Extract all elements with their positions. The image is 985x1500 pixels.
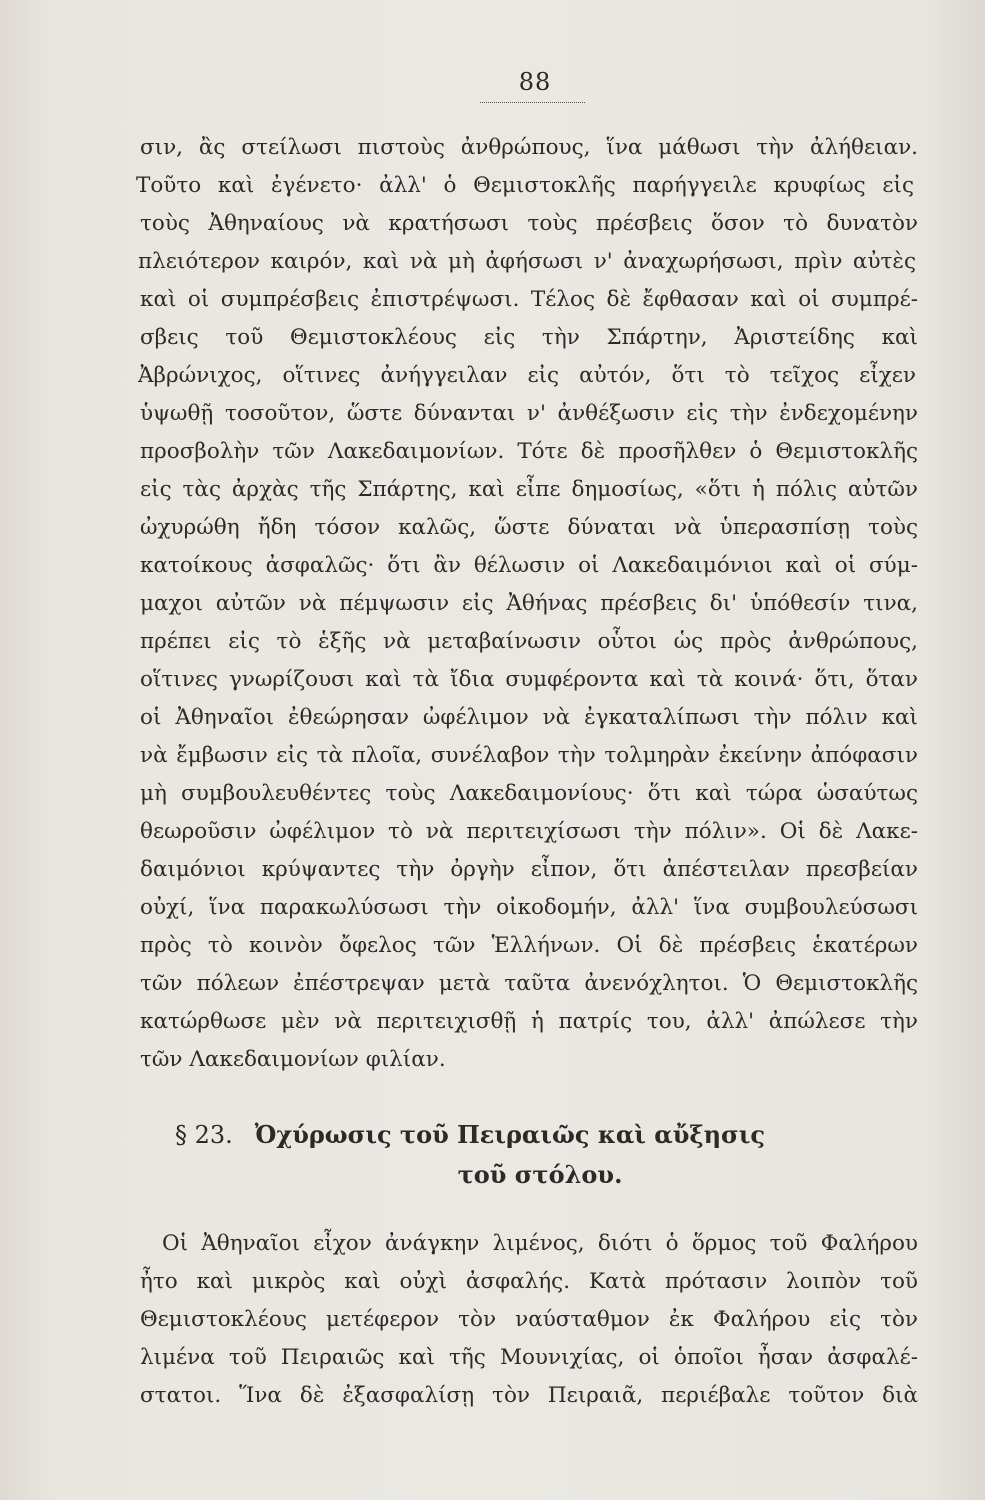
text-line: δαιμόνιοι κρύψαντες τὴν ὀργὴν εἶπον, ὅτι ἀπέστειλαν πρεσβείαν [140,857,918,882]
text-line: πρὸς τὸ κοινὸν ὄφελος τῶν Ἑλλήνων. Οἱ δὲ πρέσβεις ἑκατέρων [140,933,918,958]
text-line: καὶ οἱ συμπρέσβεις ἐπιστρέψωσι. Τέλος δὲ ἔφθασαν καὶ οἱ συμπρέ- [140,287,918,312]
section-number: § 23. [175,1121,233,1149]
text-line: Οἱ Ἀθηναῖοι εἶχον ἀνάγκην λιμένος, διότι ὁ ὅρμος τοῦ Φαλήρου [162,1231,918,1256]
section-heading-line-1 [175,1115,895,1155]
text-line: στατοι. Ἵνα δὲ ἐξασφαλίσῃ τὸν Πειραιᾶ, περιέβαλε τοῦτον διὰ [140,1383,918,1408]
section-heading [175,1115,895,1195]
text-line: σβεις τοῦ Θεμιστοκλέους εἰς τὴν Σπάρτην, Ἀριστείδης καὶ [140,325,918,350]
text-line: τῶν Λακεδαιμονίων φιλίαν. [140,1047,446,1072]
text-line: σιν, ἂς στείλωσι πιστοὺς ἀνθρώπους, ἵνα μάθωσι τὴν ἀλήθειαν. [140,135,918,160]
page-number-rule [480,102,585,103]
text-line: οὐχί, ἵνα παρακωλύσωσι τὴν οἰκοδομήν, ἀλλ' ἵνα συμβουλεύσωσι [140,895,918,920]
text-line: κατοίκους ἀσφαλῶς· ὅτι ἂν θέλωσιν οἱ Λακεδαιμόνιοι καὶ οἱ σύμ- [140,553,918,578]
text-line: θεωροῦσιν ὠφέλιμον τὸ νὰ περιτειχίσωσι τὴν πόλιν». Οἱ δὲ Λακε- [140,819,918,844]
text-line: Ἀβρώνιχος, οἵτινες ἀνήγγειλαν εἰς αὐτόν, ὅτι τὸ τεῖχος εἶχεν [138,363,916,388]
text-line: οἱ Ἀθηναῖοι ἐθεώρησαν ὠφέλιμον νὰ ἐγκαταλίπωσι τὴν πόλιν καὶ [140,705,918,730]
text-line: Θεμιστοκλέους μετέφερον τὸν ναύσταθμον ἐκ Φαλήρου εἰς τὸν [140,1307,918,1332]
text-line: εἰς τὰς ἀρχὰς τῆς Σπάρτης, καὶ εἶπε δημοσίως, «ὅτι ἡ πόλις αὐτῶν [140,477,918,502]
text-line: ὠχυρώθη ἤδη τόσον καλῶς, ὥστε δύναται νὰ ὑπερασπίσῃ τοὺς [140,515,918,540]
text-line: λιμένα τοῦ Πειραιῶς καὶ τῆς Μουνιχίας, οἱ ὁποῖοι ἦσαν ἀσφαλέ- [140,1345,918,1370]
text-line: ἦτο καὶ μικρὸς καὶ οὐχὶ ἀσφαλής. Κατὰ πρότασιν λοιπὸν τοῦ [140,1269,918,1294]
text-line: μαχοι αὐτῶν νὰ πέμψωσιν εἰς Ἀθήνας πρέσβεις δι' ὑπόθεσίν τινα, [140,591,918,616]
text-line: οἵτινες γνωρίζουσι καὶ τὰ ἴδια συμφέροντα καὶ τὰ κοινά· ὅτι, ὅταν [140,667,918,692]
section-title-line-2: τοῦ στόλου. [457,1160,623,1189]
text-line: ὑψωθῇ τοσοῦτον, ὥστε δύνανται ν' ἀνθέξωσιν εἰς τὴν ἐνδεχομένην [140,401,918,426]
text-line: πρέπει εἰς τὸ ἑξῆς νὰ μεταβαίνωσιν οὗτοι ὡς πρὸς ἀνθρώπους, [140,629,918,654]
text-line: κατώρθωσε μὲν νὰ περιτειχισθῇ ἡ πατρίς του, ἀλλ' ἀπώλεσε τὴν [140,1009,918,1034]
text-line: τῶν πόλεων ἐπέστρεψαν μετὰ ταῦτα ἀνενόχλητοι. Ὁ Θεμιστοκλῆς [140,971,918,996]
text-line: Τοῦτο καὶ ἐγένετο· ἀλλ' ὁ Θεμιστοκλῆς παρήγγειλε κρυφίως εἰς [136,173,914,198]
text-line: προσβολὴν τῶν Λακεδαιμονίων. Τότε δὲ προσῆλθεν ὁ Θεμιστοκλῆς [140,439,918,464]
text-line: νὰ ἔμβωσιν εἰς τὰ πλοῖα, συνέλαβον τὴν τολμηρὰν ἐκείνην ἀπόφασιν [140,743,918,768]
text-line: τοὺς Ἀθηναίους νὰ κρατήσωσι τοὺς πρέσβεις ὅσον τὸ δυνατὸν [140,211,918,236]
text-line: πλειότερον καιρόν, καὶ νὰ μὴ ἀφήσωσι ν' ἀναχωρήσωσι, πρὶν αὐτὲς [138,249,916,274]
text-line: μὴ συμβουλευθέντες τοὺς Λακεδαιμονίους· ὅτι καὶ τώρα ὡσαύτως [140,781,918,806]
page-number: 88 [518,68,552,96]
section-title-line-1: Ὀχύρωσις τοῦ Πειραιῶς καὶ αὔξησις [254,1120,765,1149]
